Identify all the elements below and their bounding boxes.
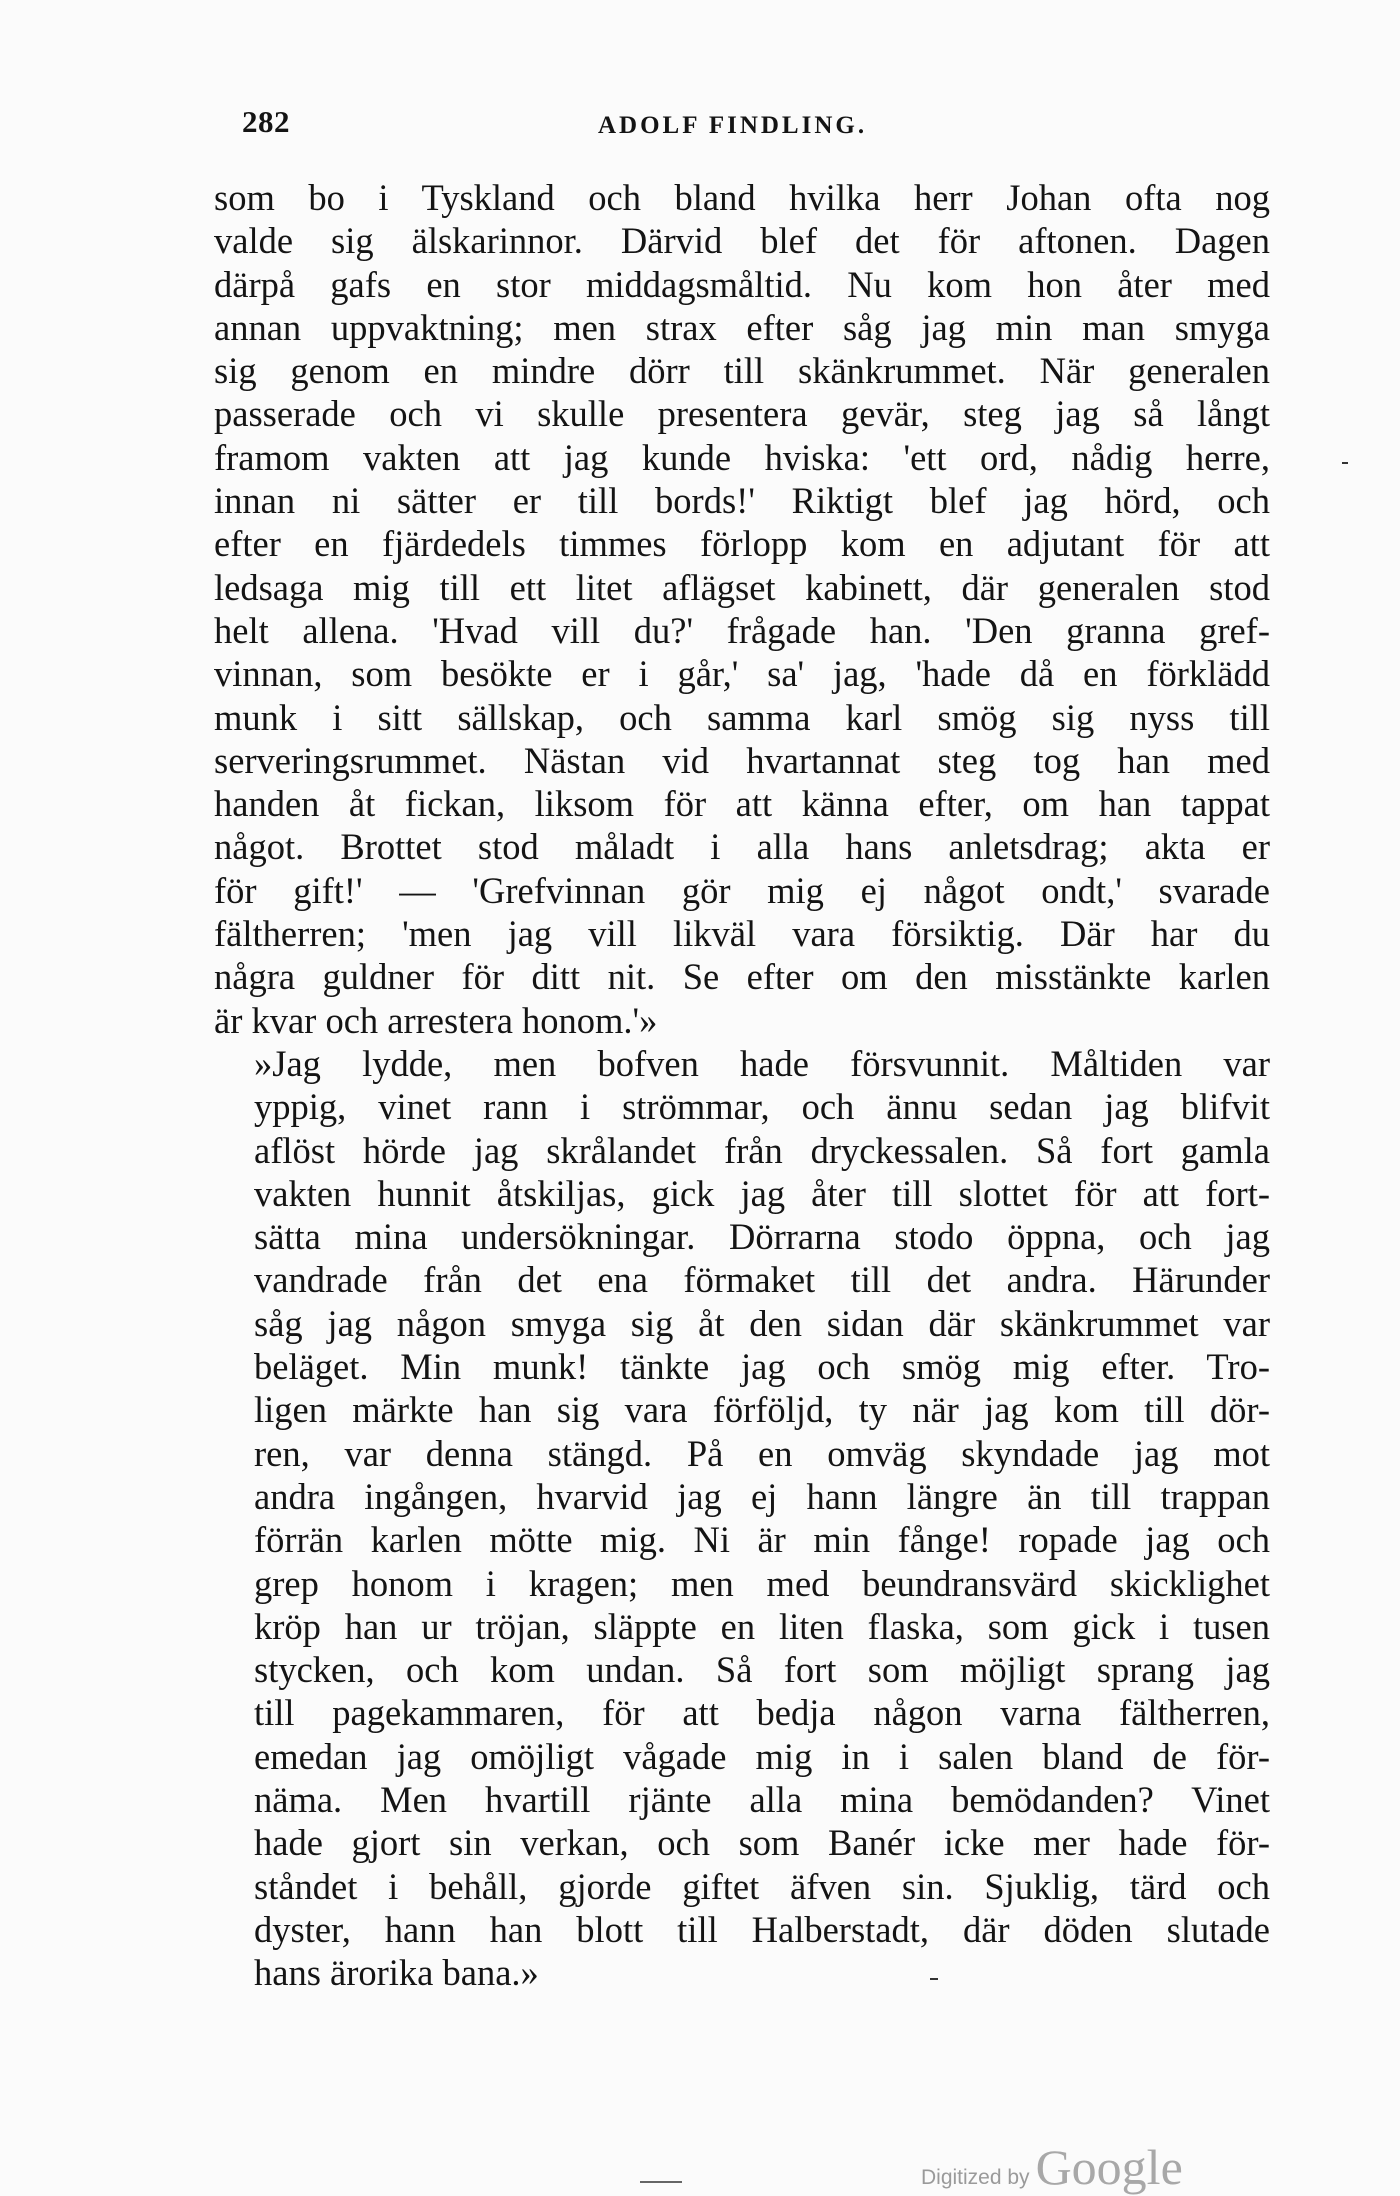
text-line: ren, var denna stängd. På en omväg skyndade jag mot [254,1432,1270,1474]
text-line: kröp han ur tröjan, släppte en liten flaska, som gick i tusen [254,1605,1270,1647]
text-line: förrän karlen mötte mig. Ni är min fånge! ropade jag och [254,1519,1270,1561]
running-head-title: ADOLF FINDLING. [598,112,868,139]
text-line: andra ingången, hvarvid jag ej hann längre än till trappan [254,1475,1270,1517]
text-line: fältherren; 'men jag vill likväl vara försiktig. Där har du [214,913,1270,955]
text-line: vakten hunnit åtskiljas, gick jag åter till slottet för att fort- [254,1172,1270,1214]
text-line: efter en fjärdedels timmes förlopp kom en adjutant för att [214,523,1270,565]
text-line: ståndet i behåll, gjorde giftet äfven sin. Sjuklig, tärd och [254,1865,1270,1907]
text-line: som bo i Tyskland och bland hvilka herr Johan ofta nog [214,177,1270,218]
text-line: näma. Men hvartill rjänte alla mina bemödanden? Vinet [254,1778,1270,1820]
text-line: till pagekammaren, för att bedja någon varna fältherren, [254,1692,1270,1734]
text-line: yppig, vinet rann i strömmar, och ännu sedan jag blifvit [254,1086,1270,1128]
text-line: därpå gafs en stor middagsmåltid. Nu kom hon åter med [214,263,1270,305]
text-line: beläget. Min munk! tänkte jag och smög mig efter. Tro- [254,1346,1270,1388]
scan-speck [640,2181,682,2183]
paragraph [214,1042,1270,1995]
text-line: vinnan, som besökte er i går,' sa' jag, 'hade då en förklädd [214,653,1270,695]
text-line: några guldner för ditt nit. Se efter om den misstänkte karlen [214,956,1270,998]
text-line: hans ärorika bana.» [254,1952,539,1994]
text-line: emedan jag omöjligt vågade mig in i salen bland de för- [254,1735,1270,1777]
text-line: såg jag någon smyga sig åt den sidan där skänkrummet var [254,1302,1270,1344]
text-line: annan uppvaktning; men strax efter såg jag min man smyga [214,306,1270,348]
paragraph [214,176,1270,1042]
text-line: sätta mina undersökningar. Dörrarna stodo öppna, och jag [254,1216,1270,1258]
text-line: grep honom i kragen; men med beundransvärd skicklighet [254,1562,1270,1604]
text-line: för gift!' — 'Grefvinnan gör mig ej något ondt,' svarade [214,869,1270,911]
text-line: stycken, och kom undan. Så fort som möjligt sprang jag [254,1649,1270,1691]
text-line: hade gjort sin verkan, och som Banér icke mer hade för- [254,1822,1270,1864]
running-head [242,104,992,144]
text-line: ligen märkte han sig vara förföljd, ty när jag kom till dör- [254,1389,1270,1431]
text-line: passerade och vi skulle presentera gevär, steg jag så långt [214,393,1270,435]
text-line: serveringsrummet. Nästan vid hvartannat steg tog han med [214,739,1270,781]
text-line: aflöst hörde jag skrålandet från dryckessalen. Så fort gamla [254,1129,1270,1171]
text-line: »Jag lydde, men bofven hade försvunnit. Måltiden var [254,1042,1270,1084]
text-line: sig genom en mindre dörr till skänkrummet. När generalen [214,350,1270,392]
text-line: är kvar och arrestera honom.'» [214,999,658,1041]
text-line: dyster, hann han blott till Halberstadt, där döden slutade [254,1908,1270,1950]
body-text [214,176,1270,1994]
text-line: munk i sitt sällskap, och samma karl smög sig nyss till [214,696,1270,738]
digitized-watermark [921,2138,1183,2195]
text-line: handen åt fickan, liksom för att känna efter, om han tappat [214,783,1270,825]
google-logo: Google [1035,2139,1183,2195]
text-line: innan ni sätter er till bords!' Riktigt blef jag hörd, och [214,480,1270,522]
scan-speck [930,1978,938,1980]
page-number: 282 [242,104,290,139]
text-line: ledsaga mig till ett litet aflägset kabinett, där generalen stod [214,566,1270,608]
text-line: vandrade från det ena förmaket till det andra. Härunder [254,1259,1270,1301]
text-line: framom vakten att jag kunde hviska: 'ett ord, nådig herre, [214,436,1270,478]
scan-speck [1342,462,1348,464]
text-line: helt allena. 'Hvad vill du?' frågade han. 'Den granna gref- [214,609,1270,651]
watermark-prefix: Digitized by [921,2166,1030,2189]
text-line: något. Brottet stod måladt i alla hans anletsdrag; akta er [214,826,1270,868]
text-line: valde sig älskarinnor. Därvid blef det för aftonen. Dagen [214,220,1270,262]
